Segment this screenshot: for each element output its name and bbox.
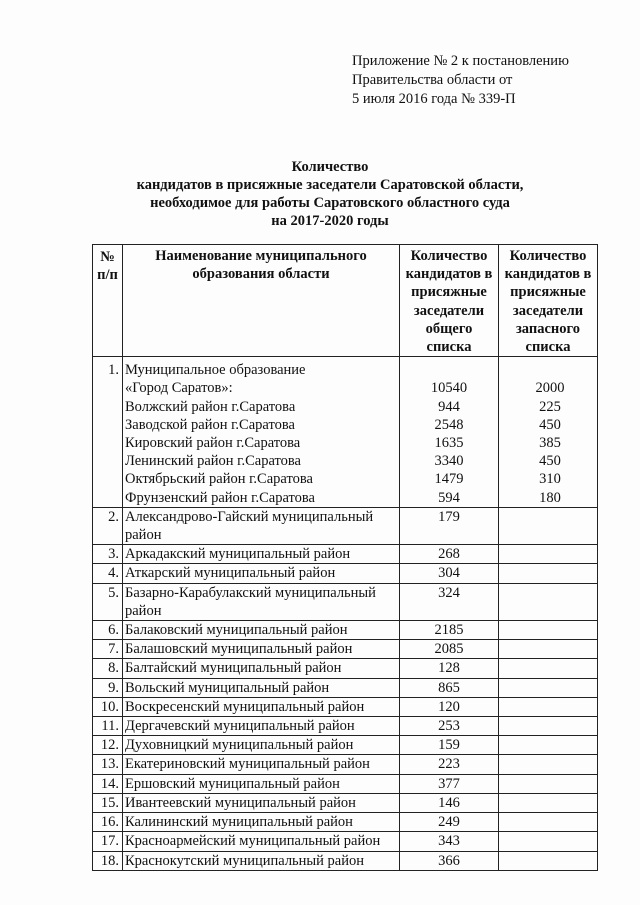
row-name: [123, 357, 400, 508]
row-general: 249: [400, 813, 499, 832]
row-reserve: [499, 736, 598, 755]
appendix-line-2: Правительства области от: [352, 72, 513, 88]
row-name: Калининский муниципальный район: [123, 813, 400, 832]
row-name: Красноармейский муниципальный район: [123, 832, 400, 851]
district-reserve-values: [505, 398, 595, 507]
table-row: [93, 851, 598, 870]
row-general: 268: [400, 545, 499, 564]
table-row: [93, 659, 598, 678]
row-general: 343: [400, 832, 499, 851]
header-general: Количество кандидатов в присяжные заседатели общего списка: [400, 245, 499, 357]
saratov-general: 10540: [430, 380, 468, 397]
row-name: Ивантеевский муниципальный район: [123, 793, 400, 812]
row-num: 8.: [93, 659, 123, 678]
row-num: 14.: [93, 774, 123, 793]
row-general: 146: [400, 793, 499, 812]
row-num: 6.: [93, 621, 123, 640]
row-general: 2185: [400, 621, 499, 640]
district-reserve: 180: [539, 489, 561, 506]
header-name: Наименование муниципального образования области: [123, 245, 400, 357]
district-name: Заводской район г.Саратова: [125, 416, 295, 433]
row-num: 16.: [93, 813, 123, 832]
row-reserve: [499, 507, 598, 544]
district-reserve: 385: [539, 435, 561, 452]
table-row: [93, 507, 598, 544]
district-name: Фрунзенский район г.Саратова: [125, 489, 315, 506]
row-num: 12.: [93, 736, 123, 755]
row-num: 17.: [93, 832, 123, 851]
row-name: Екатериновский муниципальный район: [123, 755, 400, 774]
row-name: Духовницкий муниципальный район: [123, 736, 400, 755]
row-reserve: [499, 851, 598, 870]
row-name: Дергачевский муниципальный район: [123, 717, 400, 736]
district-general: 944: [438, 398, 460, 415]
row-reserve: [499, 832, 598, 851]
district-names: [125, 398, 397, 507]
row-name: Аркадакский муниципальный район: [123, 545, 400, 564]
row-general: 2085: [400, 640, 499, 659]
title-line-3: необходимое для работы Саратовского областного суда: [150, 195, 510, 211]
district-reserve: 225: [539, 398, 561, 415]
row-general: 179: [400, 507, 499, 544]
row-general: 120: [400, 697, 499, 716]
table-row: [93, 545, 598, 564]
row-general: [400, 357, 499, 508]
district-general-values: [402, 398, 496, 507]
table-row: [93, 774, 598, 793]
district-general: 594: [438, 489, 460, 506]
appendix-line-1: Приложение № 2 к постановлению: [352, 53, 569, 69]
table-row: [93, 755, 598, 774]
table-row: [93, 640, 598, 659]
row-num: 5.: [93, 583, 123, 620]
row-num: 18.: [93, 851, 123, 870]
district-general: 3340: [434, 453, 464, 470]
row-reserve: [499, 697, 598, 716]
saratov-name-line-2: «Город Саратов»:: [125, 380, 233, 397]
row-reserve: [499, 813, 598, 832]
table-row-saratov: [93, 357, 598, 508]
row-num: 2.: [93, 507, 123, 544]
row-name: Балтайский муниципальный район: [123, 659, 400, 678]
table-row: [93, 793, 598, 812]
row-num: 1.: [93, 357, 123, 508]
table-row: [93, 813, 598, 832]
row-reserve: [499, 621, 598, 640]
district-general: 1635: [434, 435, 464, 452]
title-line-2: кандидатов в присяжные заседатели Саратовской области,: [136, 177, 524, 193]
district-general: 2548: [434, 416, 464, 433]
row-reserve: [499, 717, 598, 736]
row-reserve: [499, 545, 598, 564]
table-body: [93, 357, 598, 870]
title-line-1: Количество: [291, 159, 369, 175]
table-row: [93, 678, 598, 697]
header-reserve: Количество кандидатов в присяжные заседатели запасного списка: [499, 245, 598, 357]
row-reserve: [499, 564, 598, 583]
district-reserve: 310: [539, 471, 561, 488]
row-general: 324: [400, 583, 499, 620]
row-general: 366: [400, 851, 499, 870]
appendix-note: [352, 52, 569, 109]
row-reserve: [499, 678, 598, 697]
row-name: Балашовский муниципальный район: [123, 640, 400, 659]
row-general: 304: [400, 564, 499, 583]
row-name: Базарно-Карабулакский муниципальный район: [123, 583, 400, 620]
row-name: Ершовский муниципальный район: [123, 774, 400, 793]
row-num: 13.: [93, 755, 123, 774]
row-num: 15.: [93, 793, 123, 812]
row-reserve: [499, 755, 598, 774]
saratov-reserve: 2000: [535, 380, 565, 397]
row-general: 159: [400, 736, 499, 755]
district-name: Ленинский район г.Саратова: [125, 453, 301, 470]
table-row: [93, 697, 598, 716]
row-name: Воскресенский муниципальный район: [123, 697, 400, 716]
row-num: 7.: [93, 640, 123, 659]
row-num: 11.: [93, 717, 123, 736]
row-num: 10.: [93, 697, 123, 716]
row-general: 865: [400, 678, 499, 697]
row-reserve: [499, 774, 598, 793]
table-row: [93, 564, 598, 583]
row-reserve: [499, 659, 598, 678]
row-general: 223: [400, 755, 499, 774]
district-name: Волжский район г.Саратова: [125, 398, 296, 415]
district-reserve: 450: [539, 453, 561, 470]
district-general: 1479: [434, 471, 464, 488]
row-general: 377: [400, 774, 499, 793]
row-reserve: [499, 640, 598, 659]
row-reserve: [499, 793, 598, 812]
district-name: Кировский район г.Саратова: [125, 435, 301, 452]
row-name: Балаковский муниципальный район: [123, 621, 400, 640]
appendix-line-3: 5 июля 2016 года № 339-П: [352, 91, 516, 107]
saratov-name-line-1: Муниципальное образование: [125, 362, 306, 379]
row-name: Аткарский муниципальный район: [123, 564, 400, 583]
row-general: 253: [400, 717, 499, 736]
row-general: 128: [400, 659, 499, 678]
document-title: [100, 158, 560, 230]
row-name: Александрово-Гайский муниципальный район: [123, 507, 400, 544]
table-row: [93, 736, 598, 755]
row-num: 9.: [93, 678, 123, 697]
table-row: [93, 832, 598, 851]
row-num: 3.: [93, 545, 123, 564]
row-num: 4.: [93, 564, 123, 583]
candidates-table: [92, 244, 598, 871]
district-reserve: 450: [539, 416, 561, 433]
table-row: [93, 621, 598, 640]
row-name: Вольский муниципальный район: [123, 678, 400, 697]
table-row: [93, 583, 598, 620]
title-line-4: на 2017-2020 годы: [271, 213, 389, 229]
table-row: [93, 717, 598, 736]
table-header-row: [93, 245, 598, 357]
row-name: Краснокутский муниципальный район: [123, 851, 400, 870]
row-reserve: [499, 583, 598, 620]
row-reserve: [499, 357, 598, 508]
district-name: Октябрьский район г.Саратова: [125, 471, 313, 488]
header-num: № п/п: [93, 245, 123, 357]
